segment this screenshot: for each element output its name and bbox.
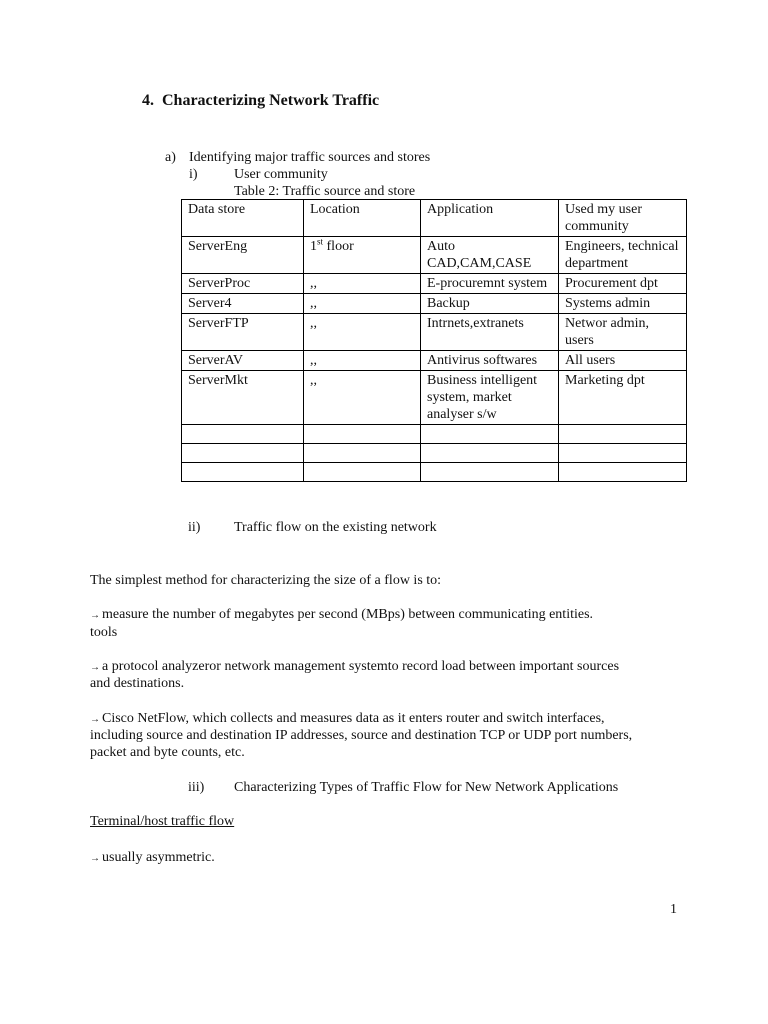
cell-store: Server4 (182, 294, 304, 314)
table-row (182, 351, 687, 371)
empty-table-row (182, 444, 687, 463)
table-row (182, 294, 687, 314)
section-ii-text: Traffic flow on the existing network (234, 520, 437, 535)
bullet-item: → a protocol analyzeror network management systemto record load between important sources (90, 659, 620, 674)
marker-a: a) (165, 150, 176, 165)
traffic-table (181, 199, 687, 482)
marker-iii: iii) (188, 780, 205, 795)
cell-application: Auto CAD,CAM,CASE (421, 237, 559, 274)
bullet-item: → Cisco NetFlow, which collects and measures data as it enters router and switch interfaces, (90, 711, 605, 726)
arrow-bullet-icon: → (90, 714, 100, 725)
header-application: Application (421, 200, 559, 237)
cell-application: Backup (421, 294, 559, 314)
cell-location: ,, (304, 314, 421, 351)
table-row (182, 237, 687, 274)
cell-store: ServerAV (182, 351, 304, 371)
intro-paragraph: The simplest method for characterizing the size of a flow is to: (90, 573, 442, 588)
section-number: 4. (142, 92, 154, 109)
table-row (182, 314, 687, 351)
table-caption: Table 2: Traffic source and store (234, 184, 416, 199)
cell-location: ,, (304, 274, 421, 294)
arrow-bullet-icon: → (90, 610, 100, 621)
cell-users: Systems admin (559, 294, 687, 314)
cell-users: All users (559, 351, 687, 371)
section-title: Characterizing Network Traffic (162, 92, 380, 109)
cell-application: Intrnets,extranets (421, 314, 559, 351)
page-number: 1 (670, 902, 677, 917)
bullet-item-continued: packet and byte counts, etc. (90, 745, 245, 760)
cell-users: Marketing dpt (559, 371, 687, 425)
cell-store: ServerMkt (182, 371, 304, 425)
section-heading (142, 92, 379, 109)
header-data-store: Data store (182, 200, 304, 237)
arrow-bullet-icon: → (90, 662, 100, 673)
bullet-item-continued: and destinations. (90, 676, 185, 691)
marker-ii: ii) (188, 520, 201, 535)
section-iii-text: Characterizing Types of Traffic Flow for New Network Applications (234, 780, 619, 795)
bullet-item-continued: tools (90, 625, 118, 640)
bullet-item: → usually asymmetric. (90, 850, 215, 865)
header-location: Location (304, 200, 421, 237)
cell-store: ServerProc (182, 274, 304, 294)
cell-location: ,, (304, 351, 421, 371)
table-row (182, 274, 687, 294)
cell-application: Business intelligent system, market analyser s/w (421, 371, 559, 425)
cell-users: Procurement dpt (559, 274, 687, 294)
empty-table-row (182, 463, 687, 482)
section-i-text: User community (234, 167, 328, 182)
header-user-community: Used my user community (559, 200, 687, 237)
cell-store: ServerFTP (182, 314, 304, 351)
bullet-item-continued: including source and destination IP addresses, source and destination TCP or UDP port numbers, (90, 728, 633, 743)
table-header-row (182, 200, 687, 237)
cell-application: E-procuremnt system (421, 274, 559, 294)
cell-location: 1st floor (304, 237, 421, 274)
cell-store: ServerEng (182, 237, 304, 274)
marker-i: i) (189, 167, 198, 182)
cell-location: ,, (304, 371, 421, 425)
subheading: Terminal/host traffic flow (90, 814, 235, 829)
cell-users: Engineers, technical department (559, 237, 687, 274)
section-a-text: Identifying major traffic sources and stores (189, 150, 431, 165)
table-row (182, 371, 687, 425)
arrow-bullet-icon: → (90, 853, 100, 864)
bullet-item: → measure the number of megabytes per second (MBps) between communicating entities. (90, 607, 594, 622)
cell-application: Antivirus softwares (421, 351, 559, 371)
cell-users: Networ admin, users (559, 314, 687, 351)
empty-table-row (182, 425, 687, 444)
cell-location: ,, (304, 294, 421, 314)
